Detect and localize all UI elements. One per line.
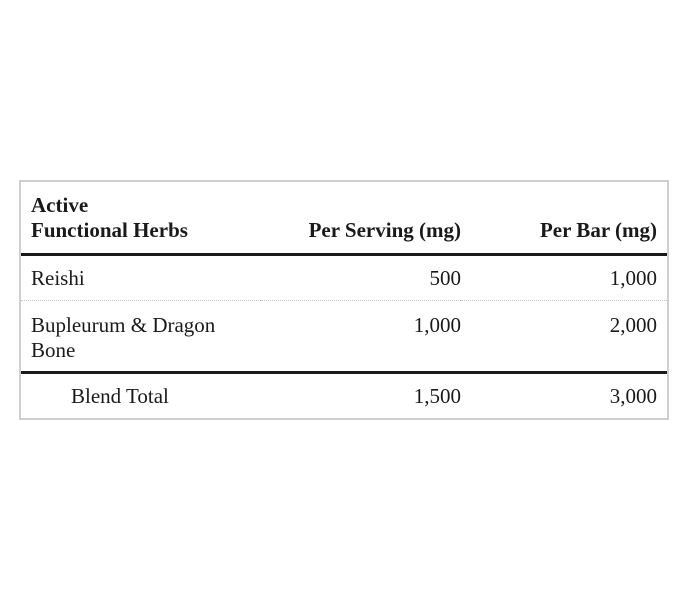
header-herbs-line2: Functional Herbs [31, 217, 188, 242]
header-per-bar: Per Bar (mg) [461, 182, 667, 254]
herb-name: Reishi [21, 254, 261, 300]
blend-total-per-serving: 1,500 [413, 383, 461, 408]
table-row [21, 300, 667, 372]
table-header-row [21, 182, 667, 254]
per-bar-value: 1,000 [461, 254, 667, 300]
blend-total-label: Blend Total [71, 383, 169, 408]
blend-total-row [21, 372, 667, 418]
header-herbs [21, 182, 261, 254]
table-row [21, 254, 667, 300]
per-bar-value: 2,000 [461, 300, 667, 372]
herb-table-frame [19, 180, 669, 420]
herb-table [21, 182, 667, 418]
blend-total-per-bar: 3,000 [609, 383, 657, 408]
per-serving-value: 1,000 [261, 300, 461, 372]
per-serving-value: 500 [261, 254, 461, 300]
header-per-serving: Per Serving (mg) [261, 182, 461, 254]
herb-name: Bupleurum & Dragon Bone [21, 300, 261, 372]
header-herbs-line1: Active [31, 192, 89, 217]
